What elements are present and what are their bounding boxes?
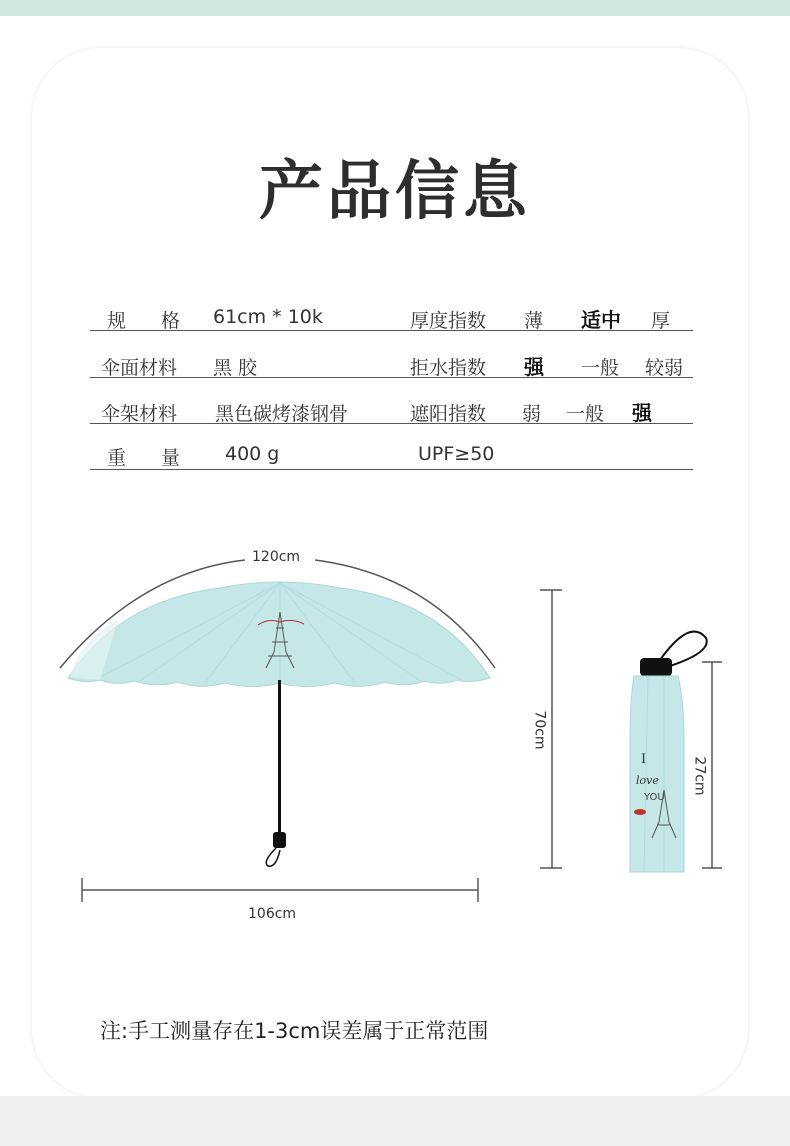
umbrella-handle: [273, 832, 286, 848]
arc-length-label: 120cm: [252, 549, 301, 565]
thickness-option-thick: 厚: [651, 310, 671, 332]
measurement-note: 注:手工测量存在1-3cm误差属于正常范围: [100, 1019, 489, 1043]
spec-value-frame-material: 黑色碳烤漆钢骨: [215, 403, 349, 425]
thickness-option-thin: 薄: [524, 310, 544, 332]
folded-height-label: 27cm: [691, 756, 708, 796]
open-height-label: 70cm: [531, 710, 548, 750]
sunshade-option-weak: 弱: [522, 403, 542, 425]
lips-print: [634, 809, 646, 815]
spec-value-canopy-material: 黑 胶: [213, 357, 258, 379]
width-label: 106cm: [248, 906, 297, 922]
water-repel-option-normal: 一般: [581, 357, 620, 379]
folded-cap: [640, 658, 672, 676]
print-text-love: love: [636, 774, 659, 787]
spec-value-size: 61cm * 10k: [213, 306, 323, 328]
spec-label-canopy-material: 伞面材料: [101, 357, 178, 379]
water-repel-option-strong: 强: [524, 355, 544, 379]
thickness-index-label: 厚度指数: [410, 310, 487, 332]
water-repel-index-label: 拒水指数: [410, 357, 487, 379]
umbrella-shaft: [278, 680, 281, 835]
sunshade-option-normal: 一般: [566, 403, 605, 425]
sunshade-option-strong: 强: [632, 401, 652, 425]
handle-strap: [266, 848, 280, 866]
thickness-option-medium: 适中: [581, 308, 621, 332]
page-title: 产品信息: [259, 155, 531, 229]
sunshade-index-label: 遮阳指数: [410, 403, 487, 425]
spec-label-weight: 重 量: [107, 447, 189, 469]
bottom-bar: [0, 1096, 790, 1146]
spec-label-size: 规 格: [107, 310, 189, 332]
spec-value-weight: 400 g: [225, 443, 280, 465]
water-repel-option-weak: 较弱: [645, 357, 684, 379]
spec-label-frame-material: 伞架材料: [101, 403, 178, 425]
open-umbrella-canopy: [68, 582, 490, 687]
print-text-you: YOU: [644, 792, 665, 803]
print-text-i: I: [641, 752, 647, 767]
upf-value: UPF≥50: [418, 443, 495, 465]
width-measure-line: [82, 878, 478, 902]
